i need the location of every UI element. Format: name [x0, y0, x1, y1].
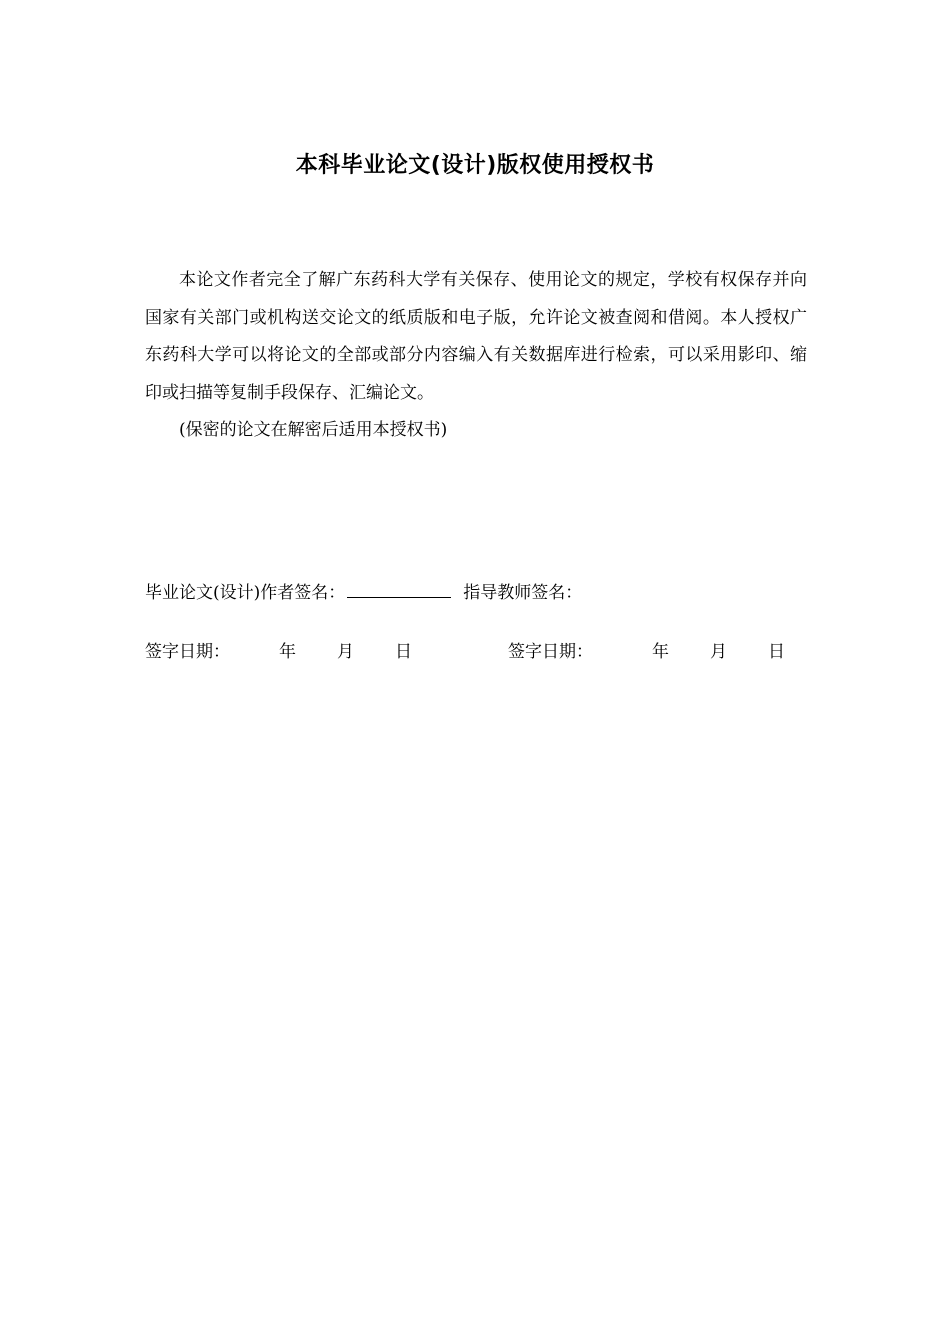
- date-label-left: 签字日期：: [145, 642, 230, 662]
- month-label-right: 月: [710, 642, 727, 662]
- authorization-body: [145, 262, 807, 450]
- year-label-right: 年: [652, 642, 669, 662]
- day-label-right: 日: [768, 642, 785, 662]
- month-label-left: 月: [337, 642, 354, 662]
- day-label-left: 日: [395, 642, 412, 662]
- page-title: 本科毕业论文(设计)版权使用授权书: [295, 153, 655, 178]
- date-label-right: 签字日期：: [508, 642, 593, 662]
- year-label-left: 年: [279, 642, 296, 662]
- signature-row: [145, 579, 582, 605]
- date-row: [145, 640, 805, 664]
- author-signature-line[interactable]: [347, 579, 451, 598]
- confidential-note: (保密的论文在解密后适用本授权书): [179, 420, 448, 440]
- advisor-signature-label: 指导教师签名：: [463, 583, 583, 603]
- authorization-paragraph: 本论文作者完全了解广东药科大学有关保存、使用论文的规定，学校有权保存并向国家有关部门或机构送交论文的纸质版和电子版，允许论文被查阅和借阅。本人授权广东药科大学可以将论文的全部或部分内容编入有关数据库进行检索，可以采用影印、缩印或扫描等复制手段保存、汇编论文。: [145, 270, 807, 403]
- author-signature-label: 毕业论文(设计)作者签名：: [145, 583, 346, 603]
